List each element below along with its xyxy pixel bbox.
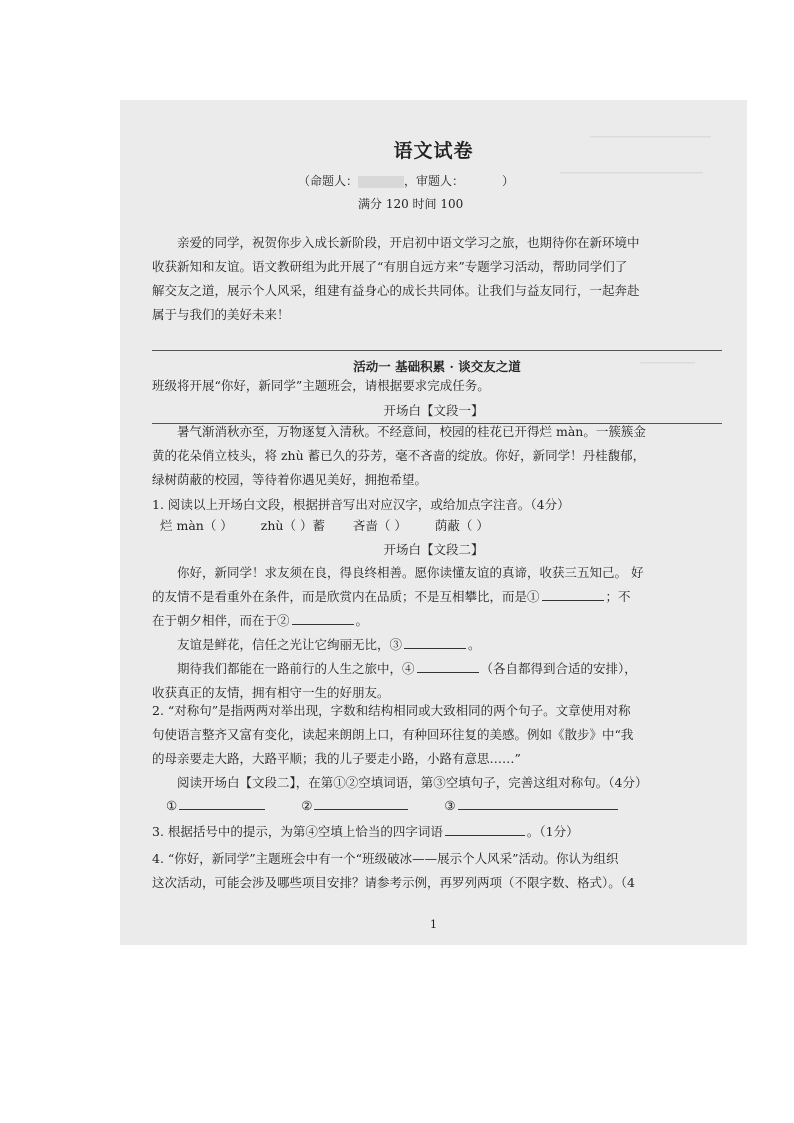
answer-line-2[interactable] xyxy=(314,795,408,810)
redacted-name xyxy=(358,176,404,188)
answer-line-1[interactable] xyxy=(179,795,265,810)
score-time-line: 满分 120 时间 100 xyxy=(358,197,464,211)
intro-paragraph: 亲爱的同学，祝贺你步入成长新阶段，开启初中语文学习之旅，也期待你在新环境中 收获新知和友谊。语文教研组为此开展了“有朋自远方来”专题学习活动，帮助同学们了 解交友之道，展示个人风采，组建有益身心的成长共同体。让我们与益友同行，一起奔赴 属于与我们的美好未来！ xyxy=(152,235,640,322)
question-3: 3. 根据括号中的提示，为第④空填上恰当的四字词语 。（1分） xyxy=(152,820,722,844)
fill-blank-4[interactable] xyxy=(417,658,479,673)
question-2: 2. “对称句”是指两两对举出现，字数和结构相同或大致相同的两个句子。文章使用对称 句使语言整齐又富有变化，读起来朗朗上口，有种回环往复的美感。例如《散步》中“我 的母亲要走大路，大路平顺；我的儿子要走小路，小路有意思……” 阅读开场白【文段二】，在第①②空填词语，第③空填句子，完善这组对称句。（4分） xyxy=(152,703,648,790)
answer-line-q3[interactable] xyxy=(445,821,525,836)
author-label: （命题人： xyxy=(298,174,359,188)
answer-blank-1[interactable]: 烂 màn（ ） xyxy=(160,518,233,533)
answer-blank-4[interactable]: 荫蔽（ ） xyxy=(434,518,489,533)
bleed-through-text: ﹏﹏﹏﹏﹏﹏﹏﹏﹏﹏﹏﹏﹏ xyxy=(560,162,703,175)
answer-blank-2[interactable]: zhù（ ）蓄 xyxy=(260,518,325,533)
answer-line-3[interactable] xyxy=(458,795,618,810)
author-line: （命题人： ，审题人： ） xyxy=(298,174,515,188)
page-title: 语文试卷 xyxy=(393,140,474,162)
question-4: 4. “你好，新同学”主题班会中有一个“班级破冰——展示个人风采”活动。你认为组织 这次活动，可能会涉及哪些项目安排？请参考示例，再罗列两项（不限字数、格式）。（4 xyxy=(152,851,635,890)
section-2-text: 你好，新同学！求友须在良，得良终相善。愿你读懂友谊的真谛，收获三五知己。 好 的友情不是看重外在条件，而是欣赏内在品质；不是互相攀比，而是① ；不 在于朝夕相伴，而在于② 。 友谊是鲜花，信任之光让它绚丽无比，③ 。 期待我们都能在一路前行的人生之旅中，④ （各自都得到合适的安排）， 收获真正的友情，拥有相守一生的好朋友。 xyxy=(152,565,644,700)
page-number: 1 xyxy=(430,918,437,931)
reviewer-label: ，审题人： xyxy=(404,174,465,188)
fill-blank-2[interactable] xyxy=(292,610,354,625)
bleed-through-text: ﹏﹏﹏﹏﹏﹏﹏﹏﹏﹏﹏ xyxy=(590,126,711,139)
question-1-answers xyxy=(160,516,489,534)
section-1-text: 暑气渐消秋亦至，万物逐复入清秋。不经意间，校园的桂花已开得烂 màn。一簇簇金 黄的花朵俏立枝头，将 zhù 蓄已久的芬芳，毫不吝啬的绽放。你好，新同学！丹桂馥郁， 绿树荫蔽的校园，等待着你遇见美好，拥抱希望。 xyxy=(152,424,646,487)
fill-blank-1[interactable] xyxy=(542,586,604,601)
bleed-through-text: ﹏﹏﹏﹏﹏ xyxy=(640,352,695,365)
activity-task: 班级将开展“你好，新同学”主题班会，请根据要求完成任务。 xyxy=(152,378,490,393)
section-label-2: 开场白【文段二】 xyxy=(383,542,484,557)
question-2-answers: ① ② ③ xyxy=(166,795,620,813)
activity-title: 活动一 基础积累 · 谈交友之道 xyxy=(353,359,521,374)
exam-page xyxy=(120,100,747,945)
answer-blank-3[interactable]: 吝啬（ ） xyxy=(352,518,407,533)
fill-blank-3[interactable] xyxy=(404,634,466,649)
section-label-1: 开场白【文段一】 xyxy=(383,403,484,418)
question-1: 1. 阅读以上开场白文段，根据拼音写出对应汉字，或给加点字注音。（4分） xyxy=(152,497,570,512)
